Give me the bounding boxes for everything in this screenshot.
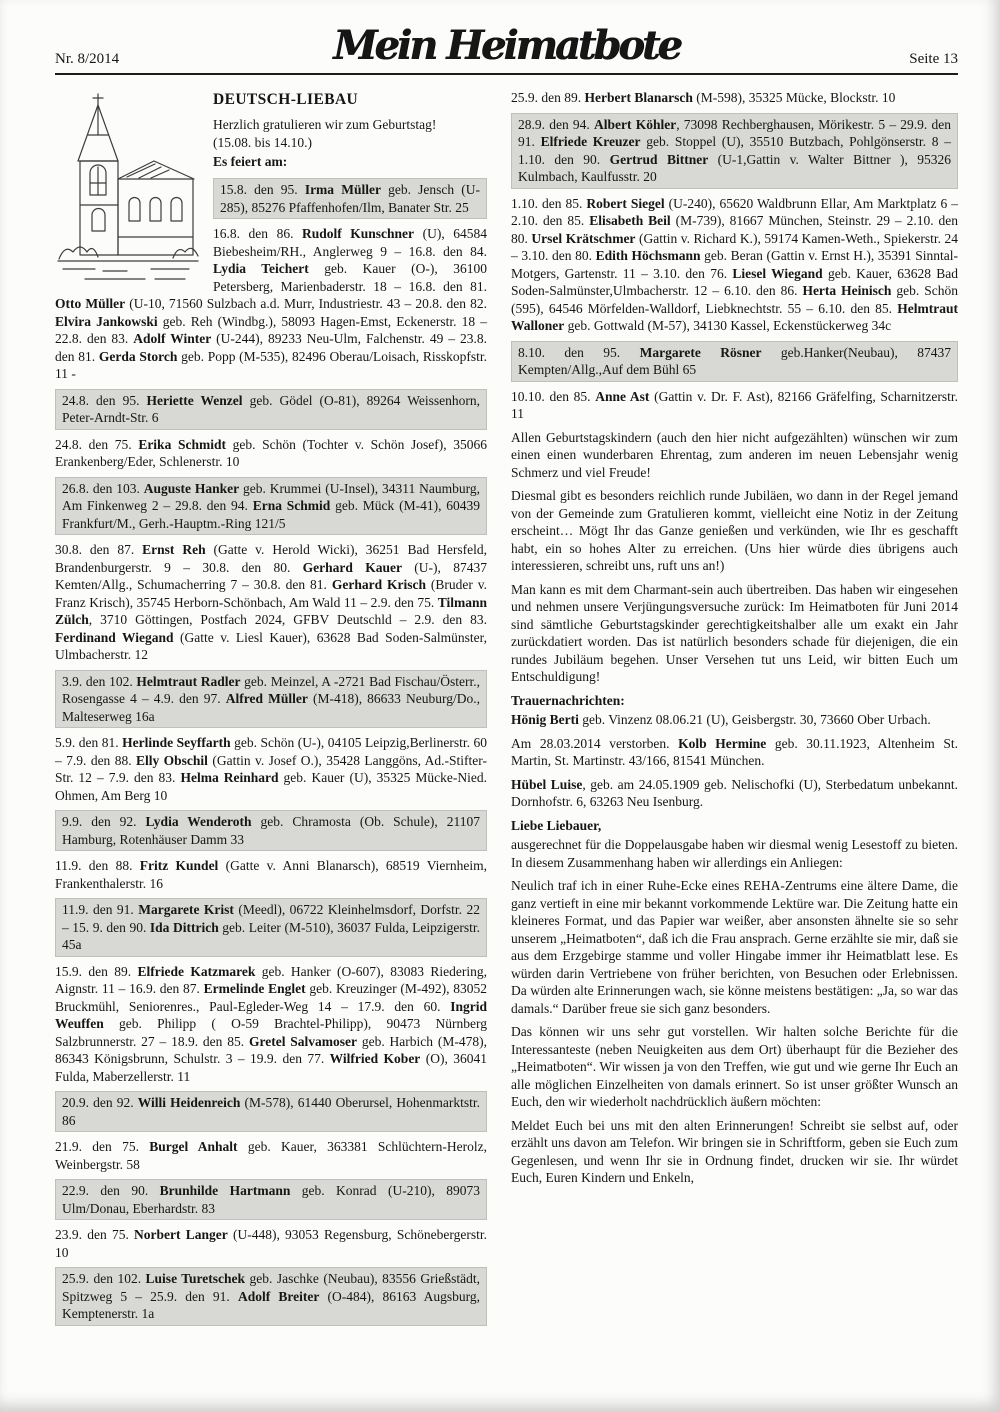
- body-paragraph: Am 28.03.2014 verstorben. Kolb Hermine geb. 30.11.1923, Altenheim St. Martin, St. Martinstr. 43/166, 81541 München.: [511, 735, 958, 768]
- birthday-entry: 25.9. den 89. Herbert Blanarsch (M-598), 35325 Mücke, Blockstr. 10: [511, 90, 896, 105]
- body-paragraph: Hönig Berti geb. Vinzenz 08.06.21 (U), Geisbergstr. 30, 73660 Ober Urbach.: [511, 712, 931, 727]
- masthead-title: Mein Heimatbote: [333, 22, 680, 69]
- intro-line-1: Herzlich gratulieren wir zum Geburtstag!: [213, 117, 437, 132]
- birthday-entry: 15.8. den 95. Irma Müller geb. Jensch (U-285), 85276 Pfaffenhofen/Ilm, Banater Str. 25: [213, 178, 487, 219]
- birthday-entry: 30.8. den 87. Ernst Reh (Gatte v. Herold Wicki), 36251 Bad Hersfeld, Brandenburgerstr. 9 – 30.8. den 80. Gerhard Kauer (U-), 87437 Kemten/Allg., Schumacherring 7 – 30.8. den 81. Gerhard Krisch (Bruder v. Franz Krisch), 35745 Herborn-Schönbach, Am Wald 11 – 2.9. den 75. Tilmann Zülch, 3710 Göttingen, Postfach 2024, GFBV Deutschld – 2.9. den 83. Ferdinand Wiegand (Gatte v. Liesl Kauer), 63628 Bad Soden-Salmünster, Ulmbacherstr. 12: [55, 542, 487, 662]
- birthday-entry: 8.10. den 95. Margarete Rösner geb.Hanker(Neubau), 87437 Kempten/Allg.,Auf dem Bühl 65: [511, 341, 958, 382]
- birthday-entry: 3.9. den 102. Helmtraut Radler geb. Meinzel, A -2721 Bad Fischau/Österr., Rosengasse 4 – 4.9. den 97. Alfred Müller (M-418), 86633 Neuburg/Do., Malteserweg 16a: [55, 670, 487, 729]
- birthday-entry: 21.9. den 75. Burgel Anhalt geb. Kauer, 363381 Schlüchtern-Herolz, Weinbergstr. 58: [55, 1139, 487, 1172]
- birthday-entry: 20.9. den 92. Willi Heidenreich (M-578), 61440 Oberursel, Hohenmarktstr. 86: [55, 1091, 487, 1132]
- body-paragraph: ausgerechnet für die Doppelausgabe haben wir diesmal wenig Lesestoff zu bieten. In diesem Zusammenhang haben wir allerdings ein Anliegen:: [511, 837, 958, 870]
- birthday-entry: 22.9. den 90. Brunhilde Hartmann geb. Konrad (U-210), 89073 Ulm/Donau, Eberhardstr. 83: [55, 1179, 487, 1220]
- birthday-entry: 28.9. den 94. Albert Köhler, 73098 Rechberghausen, Mörikestr. 5 – 29.9. den 91. Elfriede Kreuzer geb. Stoppel (U), 35510 Butzbach, Pohlgönserstr. 8 – 1.10. den 90. Gertrud Bittner (U-1,Gattin v. Walter Bittner ), 95326 Kulmbach, Kaulfusstr. 20: [511, 113, 958, 189]
- header-divider: [55, 73, 958, 75]
- section-heading: Trauernachrichten:: [511, 692, 625, 708]
- left-column: [55, 89, 487, 1332]
- body-paragraph: Allen Geburtstagskindern (auch den hier nicht aufgezählten) wünschen wir zum einen einen wunderbaren Ehrentag, zum anderen im neuen Lebensjahr wenig Schmerz und viel Freude!: [511, 429, 958, 480]
- birthday-entry: 9.9. den 92. Lydia Wenderoth geb. Chramosta (Ob. Schule), 21107 Hamburg, Rotenhäuser Damm 33: [55, 810, 487, 851]
- right-column: [511, 89, 958, 1332]
- body-paragraph: Meldet Euch bei uns mit den alten Erinnerungen! Schreibt sie selbst auf, oder erzählt uns davon am Telefon. Wir bringen sie in Schriftform, geben sie Euch zum Gegenlesen, und wenn Ihr sie in Ordnung findet, drucken wir sie. Ihr würdet Euch, Euren Kindern und Enkeln,: [511, 1117, 958, 1185]
- church-drawing: [55, 91, 201, 287]
- birthday-entry: 1.10. den 85. Robert Siegel (U-240), 65620 Waldbrunn Ellar, Am Marktplatz 6 – 2.10. den 85. Elisabeth Beil (M-739), 81667 München, Steinstr. 29 – 2.10. den 80. Ursel Krätschmer (Gattin v. Richard K.), 59174 Kamen-Weth., Spiekerstr. 24 – 3.10. den 80. Edith Höchsmann geb. Beran (Gattin v. Ernst H.), 35391 Sinntal-Motgers, Gartenstr. 11 – 3.10. den 76. Liesel Wiegand geb. Kauer, 63628 Bad Soden-Salmünster,Ulmbacherstr. 12 – 6.10. den 86. Herta Heinisch geb. Schön (595), 64546 Mörfelden-Walldorf, Liebknechtstr. 55 – 6.10. den 85. Helmtraut Walloner geb. Gottwald (M-57), 34130 Kassel, Eckenstückerweg 34c: [511, 195, 959, 333]
- right-column-blocks: [511, 89, 958, 1187]
- birthday-entry: 24.8. den 95. Heriette Wenzel geb. Gödel (O-81), 89264 Weissenhorn, Peter-Arndt-Str. 6: [55, 389, 487, 430]
- content-columns: [55, 89, 958, 1332]
- birthday-entry: 15.9. den 89. Elfriede Katzmarek geb. Hanker (O-607), 83083 Riedering, Aignstr. 11 – 16.9. den 87. Ermelinde Englet geb. Kreuzinger (M-492), 83052 Bruckmühl, Seniorenres., Paul-Egleder-Weg 14 – 17.9. den 60. Ingrid Weuffen geb. Philipp ( O-59 Brachtel-Philipp), 90473 Nürnberg Salzbrunnerstr. 27 – 18.9. den 85. Gretel Salvamoser geb. Harbich (M-478), 86343 Königsbrunn, Schulstr. 3 – 19.9. den 77. Wilfried Kober (O), 36041 Fulda, Maberzellerstr. 11: [55, 963, 488, 1084]
- birthday-entry: 23.9. den 75. Norbert Langer (U-448), 93053 Regensburg, Schönebergerstr. 10: [55, 1227, 487, 1260]
- issue-number: Nr. 8/2014: [55, 51, 120, 67]
- birthday-entry: 24.8. den 75. Erika Schmidt geb. Schön (Tochter v. Schön Josef), 35066 Erankenberg/Eder, Schlenerstr. 10: [55, 436, 488, 469]
- intro-es-feiert-am: Es feiert am:: [213, 154, 288, 169]
- birthday-entry: 10.10. den 85. Anne Ast (Gattin v. Dr. F. Ast), 82166 Gräfelfing, Scharnitzerstr. 11: [511, 388, 958, 421]
- body-paragraph: Man kann es mit dem Charmant-sein auch übertreiben. Das haben wir eingesehen und nehmen unsere Verjüngungsversuche zurück: Im Heimatboten für Juni 2014 sind sämtliche Geburtstagskinder gerechtigkeitshalber alle um exakt ein Jahr zurückdatiert worden. Das ist natürlich besonders schade für diejenigen, die ein rundes Jubiläum begehen. Unser Versehen tut uns Leid, wir bitten Euch um Entschuldigung!: [511, 581, 958, 684]
- body-paragraph: Hübel Luise, geb. am 24.05.1909 geb. Nelischofki (U), Sterbedatum unbekannt. Dornhofstr. 6, 63263 Neu Isenburg.: [511, 776, 958, 809]
- intro-line-2: (15.08. bis 14.10.): [213, 134, 312, 150]
- body-paragraph: Diesmal gibt es besonders reichlich runde Jubiläen, wo dann in der Regel jemand von der Gemeinde zum Gratulieren kommt, vielleicht eine Notiz in der Zeitung erscheint… Mögt Ihr das Ganze genießen und verkünden, wie Ihr es geschafft habt, ein so hohes Alter zu erreichen. (Uns hier würde dies übrigens auch interessieren, schreibt uns, ruft uns an!): [511, 488, 958, 573]
- page-header: [55, 24, 958, 70]
- birthday-entry: 16.8. den 86. Rudolf Kunschner (U), 64584 Biebesheim/RH., Anglerweg 9 – 16.8. den 84. Lydia Teichert geb. Kauer (O-), 36100 Petersberg, Marienbaderstr. 18 – 16.8. den 81. Otto Müller (U-10, 71560 Sulzbach a.d. Murr, Industriestr. 43 – 20.8. den 82. Elvira Jankowski geb. Reh (Windbg.), 58093 Hagen-Emst, Eckenerstr. 18 – 22.8. den 83. Adolf Winter (U-244), 89233 Neu-Ulm, Falchenstr. 49 – 23.8. den 81. Gerda Storch geb. Popp (M-535), 82496 Oberau/Loisach, Risskopfstr. 11 -: [55, 226, 487, 381]
- birthday-entry: 25.9. den 102. Luise Turetschek geb. Jaschke (Neubau), 83556 Grießstädt, Spitzweg 5 – 25.9. den 91. Adolf Breiter (O-484), 86163 Augsburg, Kemptenerstr. 1a: [55, 1267, 487, 1326]
- page-number: Seite 13: [909, 51, 958, 67]
- birthday-entry: 11.9. den 91. Margarete Krist (Meedl), 06722 Kleinhelmsdorf, Dorfstr. 22 – 15. 9. den 90. Ida Dittrich geb. Leiter (M-510), 36037 Fulda, Leipzigerstr. 45a: [55, 898, 487, 957]
- birthday-entry: 26.8. den 103. Auguste Hanker geb. Krummei (U-Insel), 34311 Naumburg, Am Finkenweg 2 – 29.8. den 94. Erna Schmid geb. Mück (M-41), 60439 Frankfurt/M., Gerh.-Hauptm.-Ring 121/5: [55, 477, 487, 536]
- birthday-entries-left: [55, 178, 487, 1326]
- section-heading: Liebe Liebauer,: [511, 817, 602, 833]
- body-paragraph: Das können wir uns sehr gut vorstellen. Wir halten solche Berichte für die Interessanteste (neben Neuigkeiten aus dem Ort) überhaupt für die Bezieher des „Heimatboten“. Wir wissen ja von den Treffen, wie gut und wie gerne Ihr Euch an alle möglichen Einzelheiten von damals erinnert. So ist unser größter Wunsch an Euch, den wir wiederholt nachdrücklich äußern möchten:: [511, 1024, 958, 1109]
- church-illustration: [55, 91, 201, 287]
- birthday-entry: 5.9. den 81. Herlinde Seyffarth geb. Schön (U-), 04105 Leipzig,Berlinerstr. 60 – 7.9. den 88. Elly Obschil (Gattin v. Josef O.), 35428 Langgöns, Ad.-Stifter-Str. 12 – 7.9. den 83. Helma Reinhard geb. Kauer (U), 35325 Mücke-Nied. Ohmen, Am Berg 10: [55, 735, 488, 803]
- section-title: DEUTSCH-LIEBAU: [213, 91, 359, 108]
- birthday-entry: 11.9. den 88. Fritz Kundel (Gatte v. Anni Blanarsch), 68519 Viernheim, Frankenthalerstr. 16: [55, 858, 487, 891]
- body-paragraph: Neulich traf ich in einer Ruhe-Ecke eines REHA-Zentrums eine ältere Dame, die ganz vertieft in eine mir bekannt vorkommende Lektüre war. Die Zeitung hatte ein kleineres Format, und das Papier war weißer, aber ansonsten ähnelte sie so sehr unserem „Heimatboten“, daß ich die Frau ansprach. Gerne erzählte sie mir, daß sie aus dem Erzgebirge stamme und voller Hingabe immer ihr Heimatblatt lese. Es würden darin Vertriebene von früher berichten, von Besuchen oder Erlebnissen. Da würden alte Erinnerungen wach, sie könne meistens bestätigen: „Ja, so war das damals.“ Darüber freue sie sich ganz besonders.: [511, 878, 958, 1016]
